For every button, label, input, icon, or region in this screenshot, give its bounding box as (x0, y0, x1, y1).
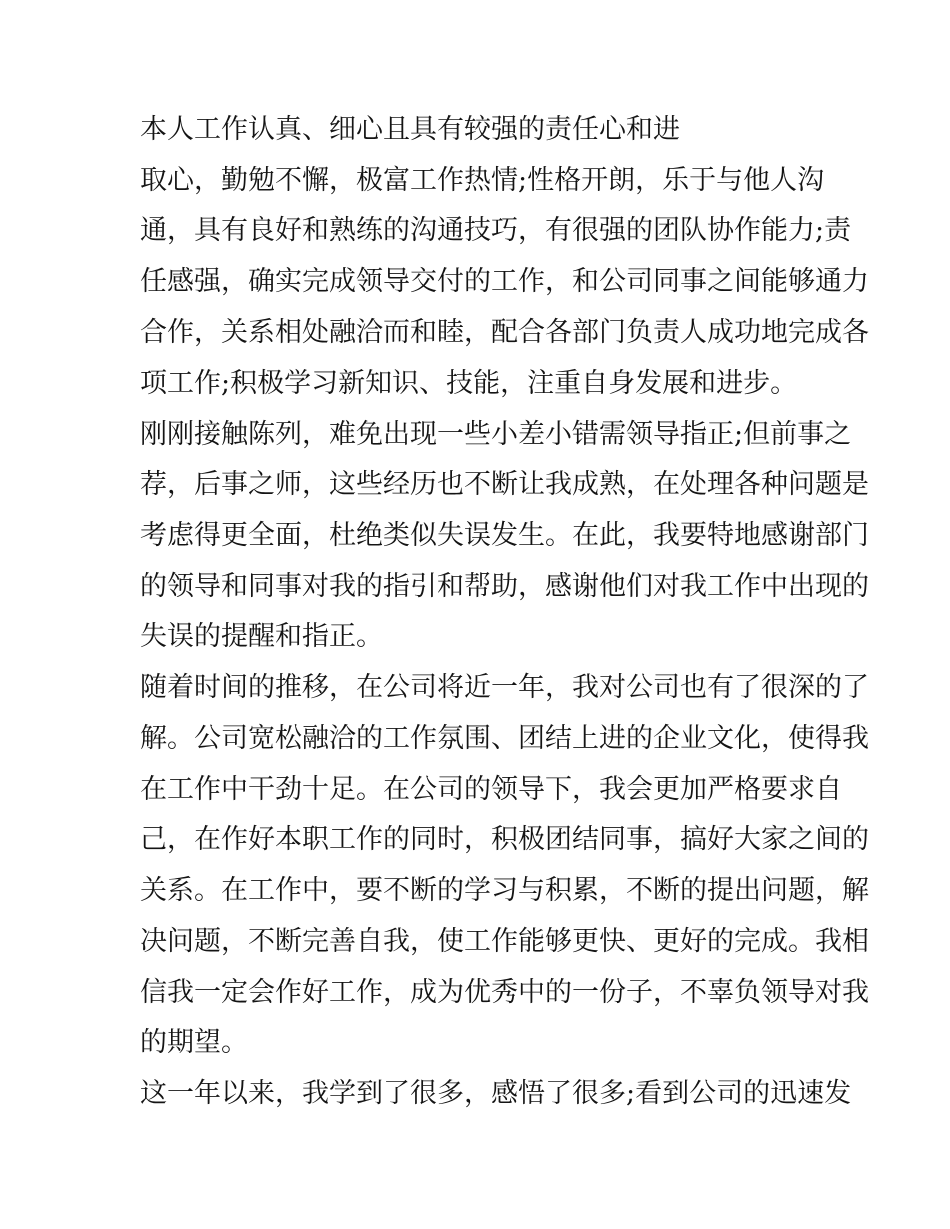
text-line: 己，在作好本职工作的同时，积极团结同事，搞好大家之间的 (140, 824, 869, 855)
text-line: 刚刚接触陈列，难免出现一些小差小错需领导指正;但前事之 (140, 419, 852, 450)
text-line: 随着时间的推移，在公司将近一年，我对公司也有了很深的了 (140, 672, 869, 703)
text-line: 失误的提醒和指正。 (140, 621, 383, 652)
text-line: 信我一定会作好工作，成为优秀中的一份子，不辜负领导对我 (140, 977, 869, 1008)
text-line: 取心，勤勉不懈，极富工作热情;性格开朗，乐于与他人沟 (140, 165, 825, 196)
text-line: 这一年以来，我学到了很多，感悟了很多;看到公司的迅速发 (140, 1078, 852, 1109)
text-line: 决问题，不断完善自我，使工作能够更快、更好的完成。我相 (140, 926, 869, 957)
text-line: 任感强，确实完成领导交付的工作，和公司同事之间能够通力 (140, 266, 869, 297)
text-line: 荐，后事之师，这些经历也不断让我成熟，在处理各种问题是 (140, 469, 869, 500)
text-line: 本人工作认真、细心且具有较强的责任心和进 (140, 114, 680, 145)
text-line: 解。公司宽松融洽的工作氛围、团结上进的企业文化，使得我 (140, 723, 869, 754)
text-line: 关系。在工作中，要不断的学习与积累，不断的提出问题，解 (140, 875, 869, 906)
text-line: 合作，关系相处融洽而和睦，配合各部门负责人成功地完成各 (140, 317, 869, 348)
text-line: 考虑得更全面，杜绝类似失误发生。在此，我要特地感谢部门 (140, 520, 869, 551)
text-line: 项工作;积极学习新知识、技能，注重自身发展和进步。 (140, 368, 798, 399)
text-line: 的领导和同事对我的指引和帮助，感谢他们对我工作中出现的 (140, 571, 869, 602)
text-line: 在工作中干劲十足。在公司的领导下，我会更加严格要求自 (140, 774, 842, 805)
text-line: 的期望。 (140, 1027, 248, 1058)
text-line: 通，具有良好和熟练的沟通技巧，有很强的团队协作能力;责 (140, 215, 852, 246)
